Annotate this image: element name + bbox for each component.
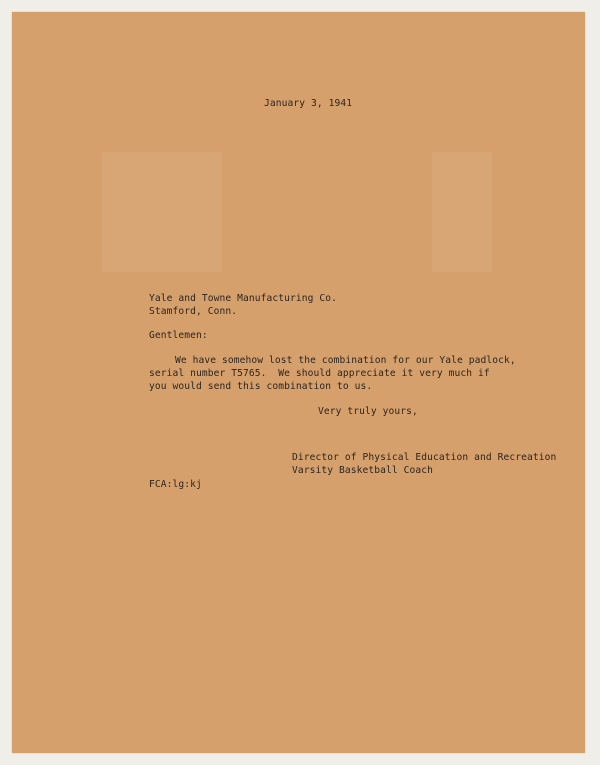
- recipient-line-1: Yale and Towne Manufacturing Co.: [149, 293, 338, 304]
- letter-page: [12, 12, 585, 753]
- signature-title-2: Varsity Basketball Coach: [292, 465, 434, 476]
- recipient-line-2: Stamford, Conn.: [149, 306, 238, 317]
- signature-title-1: Director of Physical Education and Recreation: [292, 452, 557, 463]
- paper-discoloration: [102, 152, 222, 272]
- body-line-2: serial number T5765. We should appreciate it very much if: [149, 368, 490, 379]
- salutation: Gentlemen:: [149, 330, 208, 341]
- closing: Very truly yours,: [318, 406, 418, 417]
- body-line-3: you would send this combination to us.: [149, 381, 373, 392]
- body-line-1: We have somehow lost the combination for our Yale padlock,: [175, 355, 516, 366]
- letter-date: January 3, 1941: [264, 98, 353, 109]
- paper-discoloration: [432, 152, 492, 272]
- reference-initials: FCA:lg:kj: [149, 479, 202, 490]
